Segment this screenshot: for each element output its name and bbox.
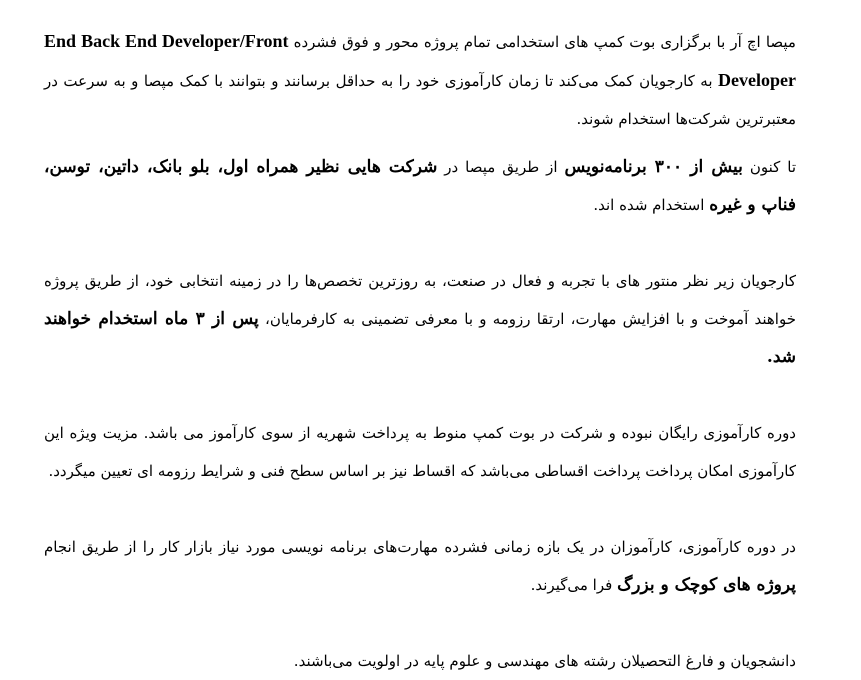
paragraph-mentors	[44, 262, 796, 376]
paragraph-tuition	[44, 414, 796, 490]
projects-text-1: در دوره کارآموزی، کارآموزان در یک بازه زمانی فشرده مهارت‌های برنامه نویسی مورد نیاز بازار کار را از طریق انجام	[44, 538, 796, 556]
priority-text: دانشجویان و فارغ التحصیلان رشته های مهندسی و علوم پایه در اولویت می‌باشند.	[293, 652, 796, 670]
hires-text-3: استخدام شده اند.	[593, 196, 705, 214]
paragraph-intro	[44, 22, 796, 138]
document-body	[44, 22, 796, 680]
mentors-text-1: کارجویان زیر نظر منتور های با تجربه و فعال در صنعت، به روزترین تخصص‌ها را در زمینه انتخابی خود، از طریق پروژه خواهند آموخت و با افزایش مهارت، ارتقا رزومه و با معرفی تضمینی به کارفرمایان،	[44, 272, 796, 328]
projects-highlight: پروژه های کوچک و بزرگ	[617, 575, 796, 595]
tuition-text: دوره کارآموزی رایگان نبوده و شرکت در بوت کمپ منوط به پرداخت شهریه از سوی کارآموز می باشد. مزیت ویژه این کارآموزی امکان پرداخت پرداخت اقساطی می‌باشد که اقساط نیز بر اساس سطح فنی و شرایط رزومه ای تعیین میگردد.	[44, 424, 796, 480]
paragraph-priority	[44, 642, 796, 680]
mentors-highlight: پس از ۳ ماه استخدام خواهند شد.	[44, 309, 796, 367]
hires-text-1: تا کنون	[749, 158, 796, 176]
hires-companies-highlight: شرکت هایی نظیر همراه اول، بلو بانک، داتین، توسن، فناپ و غیره	[44, 157, 796, 215]
hires-text-2: از طریق مپصا در	[444, 158, 558, 176]
hires-count-highlight: بیش از ۳۰۰ برنامه‌نویس	[564, 157, 743, 177]
projects-text-2: فرا می‌گیرند.	[530, 576, 613, 594]
intro-role-text-2: End Developer	[44, 31, 796, 90]
paragraph-projects	[44, 528, 796, 604]
intro-role-text-1: Back End Developer/Front	[81, 31, 289, 51]
intro-text-2: به کارجویان کمک می‌کند تا زمان کارآموزی خود را به حداقل برسانند و بتوانند با کمک مپصا و به سرعت در معتبرترین شرکت‌ها استخدام شوند.	[44, 72, 796, 128]
intro-text-1: مپصا اچ آر با برگزاری بوت کمپ های استخدامی تمام پروژه محور و فوق فشرده	[293, 33, 796, 51]
paragraph-hires	[44, 148, 796, 224]
